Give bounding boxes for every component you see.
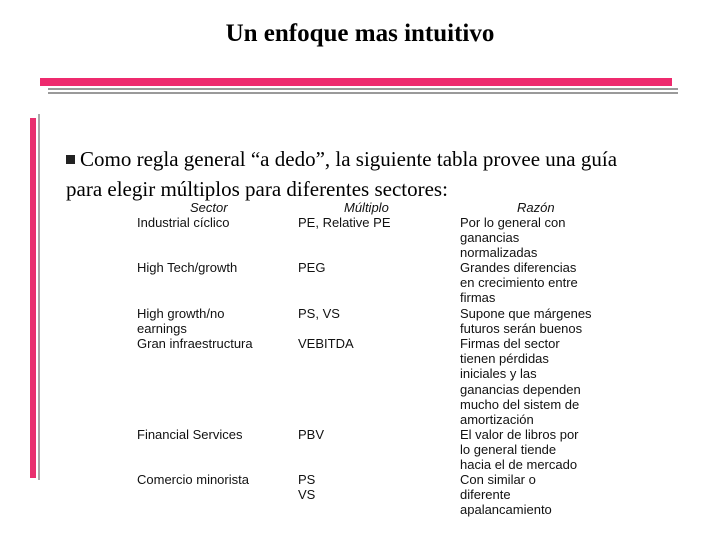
- row-6-sector: Comercio minorista: [137, 472, 249, 487]
- row-5-sector: Financial Services: [137, 427, 243, 442]
- header-reason: Razón: [517, 200, 555, 215]
- row-5-multiple: PBV: [298, 427, 325, 442]
- bullet-line-2: para elegir múltiplos para diferentes sectores:: [66, 177, 448, 201]
- row-3-multiple: PS, VS: [298, 306, 340, 321]
- row-6-reason: Con similar o diferente apalancamiento: [460, 472, 552, 518]
- bullet-line-1: Como regla general “a dedo”, la siguiente tabla provee una guía: [80, 147, 618, 171]
- row-6-multiple: PS VS: [298, 472, 316, 503]
- row-3-sector: High growth/no earnings: [137, 306, 225, 337]
- row-1-reason: Por lo general con ganancias normalizadas: [460, 215, 566, 261]
- row-1-sector: Industrial cíclico: [137, 215, 230, 230]
- row-3-reason: Supone que márgenes futuros serán buenos: [460, 306, 592, 337]
- header-sector: Sector: [190, 200, 228, 215]
- row-2-sector: High Tech/growth: [137, 260, 238, 275]
- row-4-sector: Gran infraestructura: [137, 336, 253, 351]
- row-4-reason: Firmas del sector tienen pérdidas iniciales y las ganancias dependen mucho del sistem de amortización: [460, 336, 581, 428]
- row-4-multiple: VEBITDA: [298, 336, 354, 351]
- row-2-multiple: PEG: [298, 260, 326, 275]
- row-5-reason: El valor de libros por lo general tiende hacia el de mercado: [460, 427, 579, 473]
- slide-title: Un enfoque mas intuitivo: [225, 20, 495, 47]
- row-2-reason: Grandes diferencias en crecimiento entre firmas: [460, 260, 578, 306]
- row-1-multiple: PE, Relative PE: [298, 215, 391, 230]
- header-multiple: Múltiplo: [344, 200, 389, 215]
